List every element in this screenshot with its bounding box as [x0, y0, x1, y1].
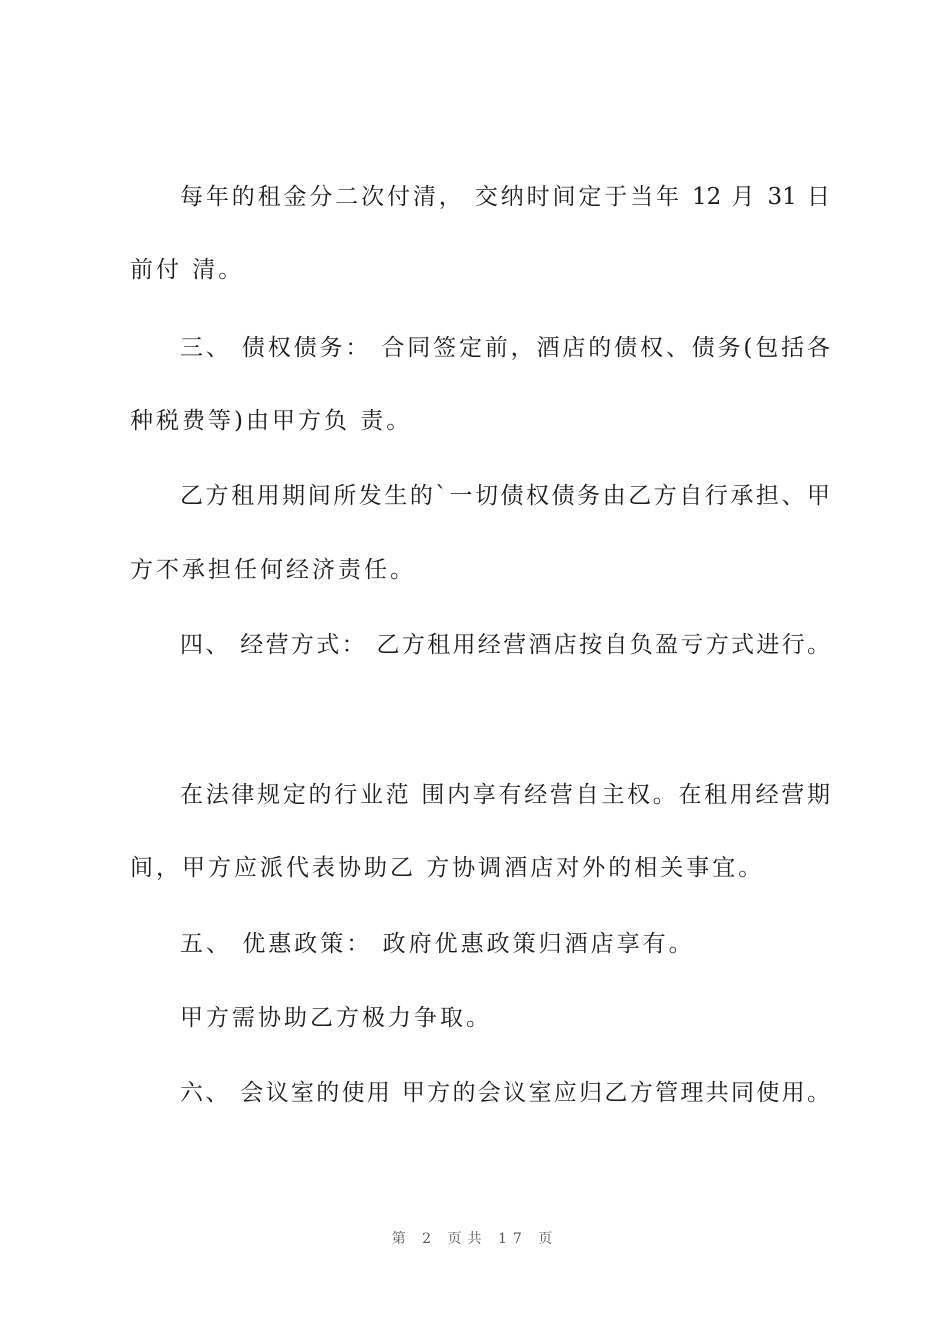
- paragraph-line: 甲方需协助乙方极力争取。: [180, 1005, 492, 1031]
- paragraph-line: 方不承担任何经济责任。: [130, 557, 416, 583]
- paragraph-line: 乙方租用期间所发生的`一切债权债务由乙方自行承担、甲: [180, 483, 830, 509]
- paragraph-line: 四、 经营方式： 乙方租用经营酒店按自负盈亏方式进行。: [180, 632, 830, 658]
- paragraph-line: 三、 债权债务： 合同签定前，酒店的债权、债务(包括各: [180, 335, 830, 361]
- paragraph-line: 六、 会议室的使用 甲方的会议室应归乙方管理共同使用。: [180, 1080, 830, 1106]
- paragraph-line: 间，甲方应派代表协助乙 方协调酒店对外的相关事宜。: [130, 855, 765, 881]
- paragraph-line: 在法律规定的行业范 围内享有经营自主权。在租用经营期: [180, 782, 830, 808]
- paragraph-line: 前付 清。: [130, 257, 245, 283]
- paragraph-line: 每年的租金分二次付清， 交纳时间定于当年 12 月 31 日: [180, 184, 830, 210]
- page-number-footer: 第 2 页共 17 页: [391, 1231, 559, 1247]
- paragraph-line: 种税费等)由甲方负 责。: [130, 408, 413, 434]
- paragraph-line: 五、 优惠政策： 政府优惠政策归酒店享有。: [180, 931, 695, 957]
